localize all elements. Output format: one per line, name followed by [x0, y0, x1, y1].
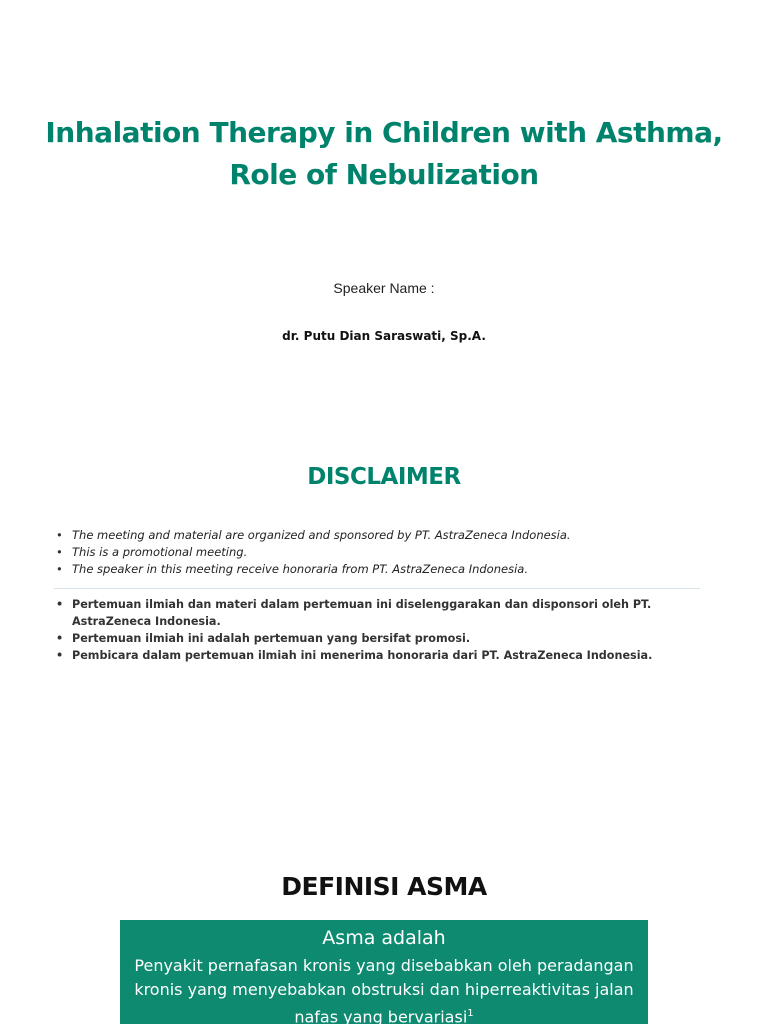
definition-text: Penyakit pernafasan kronis yang disebabkan oleh peradangan kronis yang menyebabkan obstruksi dan hiperreaktivitas jalan nafas yang bervariasi [134, 956, 634, 1027]
english-disclaimer-list [56, 527, 706, 578]
definition-slide [0, 840, 768, 1027]
speaker-name: dr. Putu Dian Saraswati, Sp.A. [282, 329, 486, 343]
list-item: • Pertemuan ilmiah dan materi dalam pertemuan ini diselenggarakan dan disponsori oleh PT. AstraZeneca Indonesia. [56, 596, 706, 630]
speaker-label: Speaker Name : [333, 280, 435, 296]
list-item: • The speaker in this meeting receive honoraria from PT. AstraZeneca Indonesia. [56, 561, 706, 578]
definition-title: DEFINISI ASMA [281, 872, 487, 901]
definition-box-text [134, 954, 634, 1029]
title-line-2: Role of Nebulization [229, 158, 539, 191]
disclaimer-slide [0, 420, 768, 840]
title-slide [0, 0, 768, 420]
definition-box-title: Asma adalah [322, 927, 446, 949]
presentation-title [0, 112, 768, 196]
list-item: • This is a promotional meeting. [56, 544, 706, 561]
definition-box [120, 920, 648, 1027]
indonesian-disclaimer-list [56, 596, 706, 664]
title-line-1: Inhalation Therapy in Children with Asthma, [45, 116, 723, 149]
list-item: • The meeting and material are organized and sponsored by PT. AstraZeneca Indonesia. [56, 527, 706, 544]
list-item: • Pertemuan ilmiah ini adalah pertemuan yang bersifat promosi. [56, 630, 706, 647]
divider [54, 588, 700, 589]
list-item: • Pembicara dalam pertemuan ilmiah ini menerima honoraria dari PT. AstraZeneca Indonesia. [56, 647, 706, 664]
footnote-marker: 1 [467, 1008, 474, 1019]
disclaimer-title: DISCLAIMER [307, 464, 461, 490]
